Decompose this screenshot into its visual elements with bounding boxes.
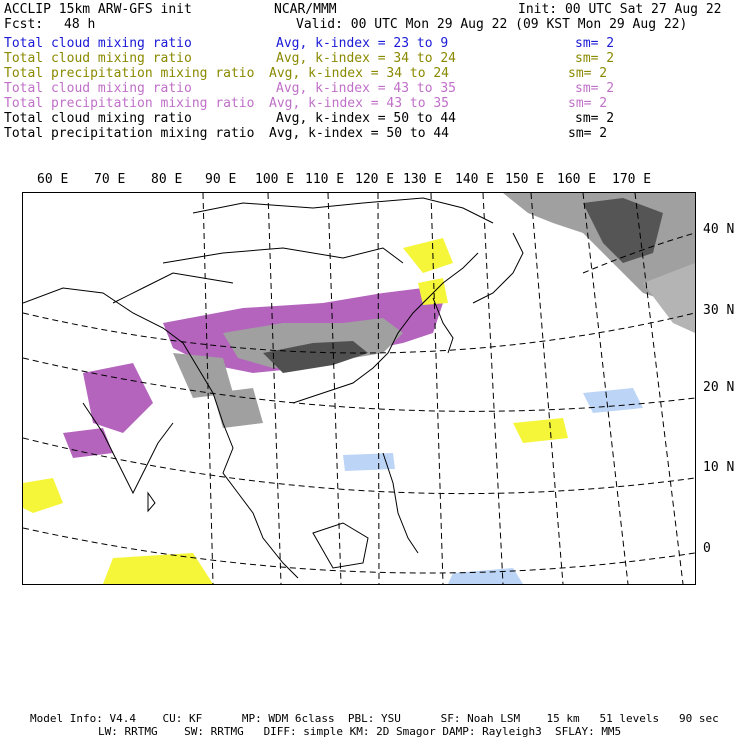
legend-avg-3: Avg, k-index = 34 to 24 (269, 66, 450, 81)
lon-label-70e: 70 E (94, 172, 126, 187)
model-title: ACCLIP 15km ARW-GFS init (4, 2, 192, 17)
legend-sm-6: sm= 2 (575, 111, 615, 126)
border-mongolia (163, 248, 403, 263)
legend-field-1: Total cloud mixing ratio (4, 36, 192, 51)
legend-field-5: Total precipitation mixing ratio (4, 96, 255, 111)
coastline-japan (473, 233, 523, 303)
legend-sm-3: sm= 2 (568, 66, 608, 81)
lon-label-170e: 170 E (612, 172, 652, 187)
legend-avg-6: Avg, k-index = 50 to 44 (276, 111, 457, 126)
valid-time: Valid: 00 UTC Mon 29 Aug 22 (09 KST Mon 29 Aug 22) (296, 17, 688, 32)
legend-avg-5: Avg, k-index = 43 to 35 (269, 96, 450, 111)
lat-label-10n: 10 N (703, 460, 735, 475)
cloud-low-patch-3 (448, 568, 523, 584)
legend-field-6: Total cloud mixing ratio (4, 111, 192, 126)
meridian-120e (378, 193, 379, 584)
coastline-sri-lanka (148, 493, 155, 511)
legend-field-7: Total precipitation mixing ratio (4, 126, 255, 141)
lon-label-80e: 80 E (151, 172, 183, 187)
map-canvas (23, 193, 695, 584)
cloud-mixing-ratio-map (22, 192, 696, 585)
lon-label-100e: 100 E (255, 172, 295, 187)
lon-label-140e: 140 E (455, 172, 495, 187)
legend-avg-4: Avg, k-index = 43 to 35 (276, 81, 457, 96)
lon-label-60e: 60 E (37, 172, 69, 187)
legend-sm-4: sm= 2 (575, 81, 615, 96)
cloud-mid-patch-west-pacific (513, 418, 568, 443)
cloud-mid-patch-north-china (403, 238, 453, 273)
legend-field-3: Total precipitation mixing ratio (4, 66, 255, 81)
cloud-mid-patch-south (103, 553, 213, 584)
cloud-low-patch-1 (343, 453, 395, 471)
legend-sm-5: sm= 2 (568, 96, 608, 111)
legend-field-2: Total cloud mixing ratio (4, 51, 192, 66)
lon-label-130e: 130 E (403, 172, 443, 187)
cloud-mid-patch-arabian-sea (23, 478, 63, 513)
org-label: NCAR/MMM (274, 2, 337, 17)
lat-label-30n: 30 N (703, 303, 735, 318)
lon-label-90e: 90 E (205, 172, 237, 187)
shading-layer (23, 193, 695, 584)
lat-label-20n: 20 N (703, 380, 735, 395)
model-info-line-2: LW: RRTMG SW: RRTMG DIFF: simple KM: 2D Smagor DAMP: Rayleigh3 SFLAY: MM5 (98, 725, 622, 738)
forecast-hours: 48 h (64, 17, 96, 32)
lon-label-120e: 120 E (355, 172, 395, 187)
legend-sm-1: sm= 2 (575, 36, 615, 51)
legend-avg-7: Avg, k-index = 50 to 44 (269, 126, 450, 141)
coastline-philippines (383, 453, 418, 553)
lat-label-0: 0 (703, 541, 711, 556)
coastline-russia-north (193, 198, 493, 223)
init-time: Init: 00 UTC Sat 27 Aug 22 (518, 2, 722, 17)
legend-field-4: Total cloud mixing ratio (4, 81, 192, 96)
legend-avg-1: Avg, k-index = 23 to 9 (276, 36, 449, 51)
border-china-west (113, 273, 233, 303)
lat-label-40n: 40 N (703, 222, 735, 237)
lon-label-160e: 160 E (557, 172, 597, 187)
lon-label-110e: 110 E (305, 172, 345, 187)
lon-label-150e: 150 E (505, 172, 545, 187)
forecast-label: Fcst: (4, 17, 44, 32)
cloud-upper-area-india (63, 428, 113, 458)
model-info-line-1: Model Info: V4.4 CU: KF MP: WDM 6class PBL: YSU SF: Noah LSM 15 km 51 levels 90 sec (30, 712, 719, 725)
coastline-borneo (313, 523, 368, 568)
cloud-low-patch-2 (583, 388, 643, 413)
meridian-140e (483, 193, 503, 584)
meridian-100e (268, 193, 281, 584)
legend-sm-2: sm= 2 (575, 51, 615, 66)
meridian-150e (531, 193, 563, 584)
legend-sm-7: sm= 2 (568, 126, 608, 141)
legend-avg-2: Avg, k-index = 34 to 24 (276, 51, 457, 66)
